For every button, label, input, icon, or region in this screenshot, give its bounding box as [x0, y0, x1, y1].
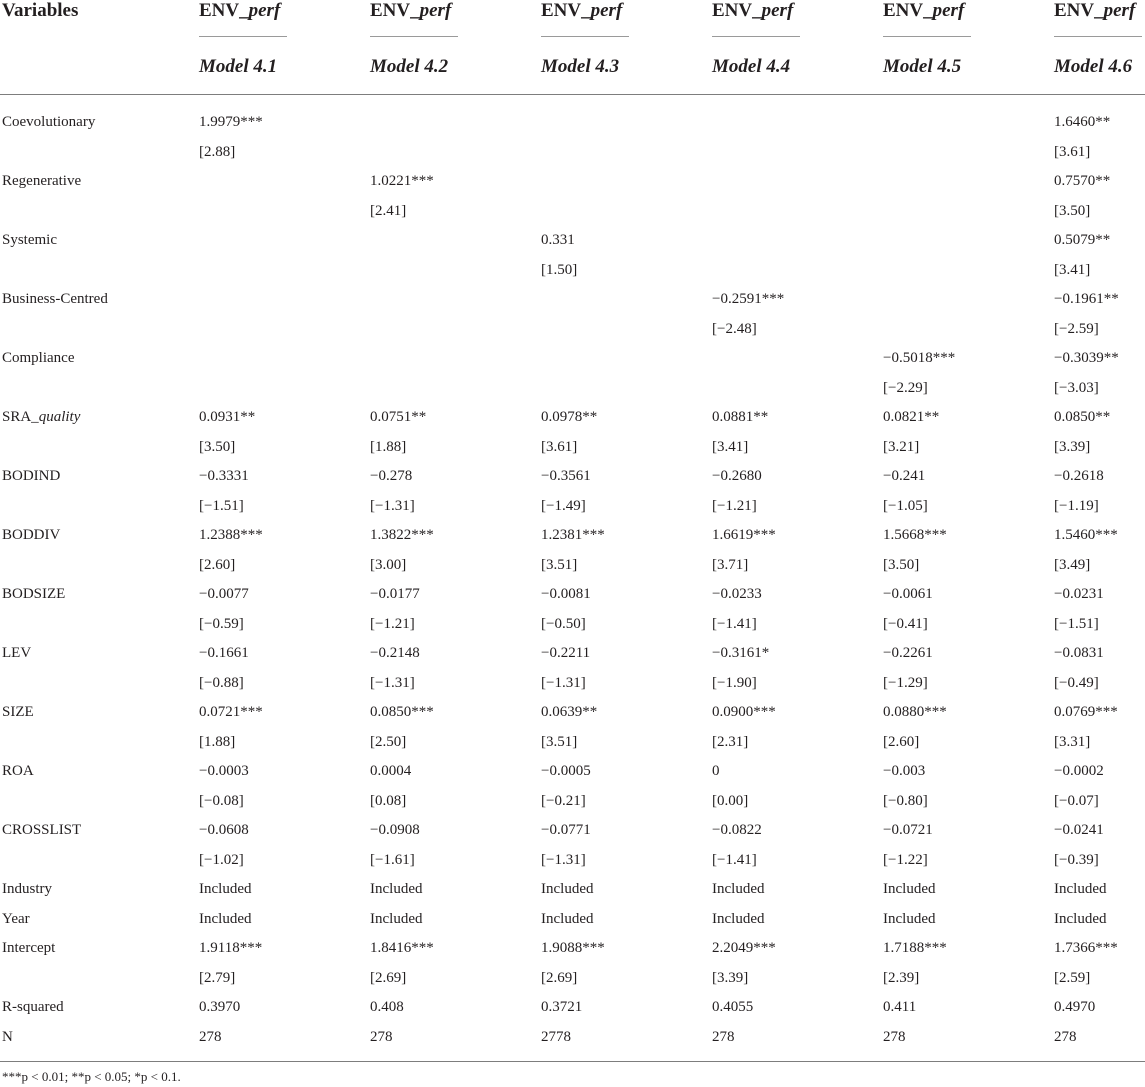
row-label-text: ROA: [2, 763, 34, 779]
table-cell: 0.4055: [712, 999, 754, 1015]
table-row: [0, 462, 1145, 492]
row-label-text: Systemic: [2, 232, 57, 248]
table-cell: [−1.41]: [712, 851, 757, 868]
table-cell: −0.2148: [370, 645, 420, 661]
table-row: [0, 492, 1145, 522]
row-label-text: SRA_: [2, 409, 39, 425]
table-row: [0, 374, 1145, 404]
table-cell: −0.5018***: [883, 350, 956, 366]
model-column-header: [712, 0, 862, 77]
dependent-variable-label: [883, 0, 1033, 22]
row-label-text: Industry: [2, 881, 52, 897]
table-row: [0, 197, 1145, 227]
table-cell: 0.7570**: [1054, 173, 1111, 189]
dependent-suffix: perf: [932, 0, 965, 21]
table-cell: [−2.48]: [712, 320, 757, 337]
table-cell: −0.003: [883, 763, 926, 779]
table-row: [0, 167, 1145, 197]
table-row: [0, 934, 1145, 964]
table-cell: [−1.19]: [1054, 497, 1099, 514]
row-label: [2, 462, 60, 492]
table-body: [0, 108, 1145, 1052]
table-cell: [3.41]: [712, 438, 749, 455]
table-cell: [3.41]: [1054, 261, 1091, 278]
table-cell: [3.50]: [883, 556, 920, 573]
row-label: [2, 1023, 13, 1053]
table-cell: [2.69]: [370, 969, 407, 986]
table-cell: [−2.59]: [1054, 320, 1099, 337]
model-underline: [199, 36, 287, 37]
table-cell: Included: [1054, 881, 1107, 897]
table-cell: [1.88]: [199, 733, 236, 750]
table-cell: Included: [883, 910, 936, 927]
table-cell: [−1.61]: [370, 851, 415, 868]
table-cell: [−1.41]: [712, 615, 757, 632]
model-underline: [712, 36, 800, 37]
table-row: [0, 905, 1145, 935]
table-row: [0, 285, 1145, 315]
dependent-suffix: perf: [248, 0, 281, 21]
table-cell: [−0.08]: [199, 792, 244, 809]
table-row: [0, 964, 1145, 994]
model-label: Model 4.2: [370, 56, 449, 77]
row-label: [2, 580, 65, 610]
dependent-variable-label: [370, 0, 520, 22]
table-cell: [2.79]: [199, 969, 236, 986]
table-row: [0, 315, 1145, 345]
model-column-header: [1054, 0, 1145, 77]
table-cell: 1.5460***: [1054, 527, 1118, 543]
table-cell: [3.50]: [199, 438, 236, 455]
table-cell: −0.0081: [541, 586, 591, 602]
row-label: [2, 108, 95, 138]
row-label-text: N: [2, 1028, 13, 1045]
dependent-variable-label: [199, 0, 349, 22]
table-cell: Included: [370, 910, 423, 927]
table-cell: 1.5668***: [883, 527, 947, 543]
row-label-text: SIZE: [2, 704, 34, 720]
table-cell: 2778: [541, 1028, 571, 1045]
table-cell: [−0.41]: [883, 615, 928, 632]
table-row: [0, 816, 1145, 846]
table-cell: [−0.39]: [1054, 851, 1099, 868]
table-cell: −0.0002: [1054, 763, 1104, 779]
row-label-text: Compliance: [2, 350, 75, 366]
table-cell: [3.61]: [1054, 143, 1091, 160]
table-cell: [−0.80]: [883, 792, 928, 809]
table-cell: −0.3561: [541, 468, 591, 484]
table-cell: −0.2680: [712, 468, 762, 484]
table-cell: −0.3039**: [1054, 350, 1119, 366]
table-cell: 1.9979***: [199, 114, 263, 130]
row-label-text: Year: [2, 910, 30, 927]
table-row: [0, 846, 1145, 876]
row-label-text: Coevolutionary: [2, 114, 96, 130]
model-underline: [370, 36, 458, 37]
table-cell: −0.3331: [199, 468, 249, 484]
table-cell: [−3.03]: [1054, 379, 1099, 396]
table-cell: 0.0004: [370, 763, 412, 779]
table-cell: [−1.31]: [370, 674, 415, 691]
table-cell: [−1.31]: [541, 851, 586, 868]
dependent-variable-label: [1054, 0, 1145, 22]
table-cell: 1.8416***: [370, 940, 434, 956]
table-cell: Included: [541, 910, 594, 927]
table-cell: 0.331: [541, 232, 575, 248]
table-cell: [1.50]: [541, 261, 578, 278]
table-cell: 1.9088***: [541, 940, 605, 956]
table-cell: 0.0881**: [712, 409, 769, 425]
table-cell: −0.0005: [541, 763, 591, 779]
table-cell: 0.3970: [199, 999, 241, 1015]
row-label: [2, 344, 74, 374]
model-column-header: [541, 0, 691, 77]
table-cell: −0.0231: [1054, 586, 1104, 602]
table-row: [0, 580, 1145, 610]
row-label-italic: quality: [38, 409, 81, 425]
dependent-prefix: ENV_: [370, 0, 420, 21]
row-label: [2, 639, 31, 669]
model-label: Model 4.6: [1054, 56, 1133, 77]
header-rule: [0, 94, 1145, 95]
table-row: [0, 403, 1145, 433]
table-cell: [−0.88]: [199, 674, 244, 691]
table-cell: [−1.05]: [883, 497, 928, 514]
table-cell: Included: [199, 910, 252, 927]
row-label: [2, 993, 64, 1023]
table-cell: −0.0908: [370, 822, 420, 838]
table-row: [0, 344, 1145, 374]
row-label-text: CROSSLIST: [2, 822, 82, 838]
table-cell: [3.00]: [370, 556, 407, 573]
table-cell: Included: [1054, 910, 1107, 927]
table-cell: 0.0769***: [1054, 704, 1118, 720]
model-label: Model 4.1: [199, 56, 278, 77]
table-cell: 0.3721: [541, 999, 583, 1015]
table-cell: −0.0177: [370, 586, 420, 602]
table-cell: 0.0821**: [883, 409, 940, 425]
table-row: [0, 610, 1145, 640]
table-row: [0, 521, 1145, 551]
table-cell: [−1.21]: [712, 497, 757, 514]
table-cell: 0.0751**: [370, 409, 427, 425]
table-cell: [3.51]: [541, 556, 578, 573]
table-cell: [−0.50]: [541, 615, 586, 632]
table-row: [0, 226, 1145, 256]
table-cell: 278: [199, 1028, 222, 1045]
table-cell: −0.0233: [712, 586, 762, 602]
table-cell: 1.6619***: [712, 527, 776, 543]
model-label: Model 4.5: [883, 56, 962, 77]
table-cell: −0.2618: [1054, 468, 1104, 484]
row-label: [2, 905, 30, 935]
table-cell: −0.2591***: [712, 291, 785, 307]
table-cell: 0.0880***: [883, 704, 947, 720]
table-cell: −0.0241: [1054, 822, 1104, 838]
table-cell: 1.9118***: [199, 940, 263, 956]
table-cell: 278: [1054, 1028, 1077, 1045]
row-label-text: Business-Centred: [2, 291, 108, 307]
table-cell: 1.2381***: [541, 527, 605, 543]
table-cell: −0.0003: [199, 763, 249, 779]
row-label-text: BODDIV: [2, 527, 61, 543]
dependent-prefix: ENV_: [712, 0, 762, 21]
table-cell: 1.3822***: [370, 527, 434, 543]
dependent-suffix: perf: [590, 0, 623, 21]
table-cell: [3.31]: [1054, 733, 1091, 750]
table-cell: −0.0822: [712, 822, 762, 838]
table-cell: [−2.29]: [883, 379, 928, 396]
table-cell: Included: [541, 881, 594, 897]
table-cell: Included: [199, 881, 252, 897]
table-cell: −0.0608: [199, 822, 249, 838]
table-cell: [−1.51]: [199, 497, 244, 514]
table-cell: [2.59]: [1054, 969, 1091, 986]
table-row: [0, 993, 1145, 1023]
table-cell: 0.411: [883, 999, 917, 1015]
dependent-prefix: ENV_: [1054, 0, 1104, 21]
dependent-suffix: perf: [419, 0, 452, 21]
row-label-text: BODSIZE: [2, 586, 66, 602]
model-label: Model 4.3: [541, 56, 620, 77]
table-cell: Included: [883, 881, 936, 897]
table-cell: [3.71]: [712, 556, 749, 573]
table-cell: [2.39]: [883, 969, 920, 986]
dependent-suffix: perf: [761, 0, 794, 21]
table-cell: 0.5079**: [1054, 232, 1111, 248]
table-cell: −0.1661: [199, 645, 249, 661]
table-cell: [0.00]: [712, 792, 749, 809]
table-cell: [−1.51]: [1054, 615, 1099, 632]
table-header: [0, 0, 1145, 95]
table-cell: [−0.59]: [199, 615, 244, 632]
dependent-variable-label: [712, 0, 862, 22]
table-cell: [3.39]: [1054, 438, 1091, 455]
variables-header: Variables: [2, 0, 79, 21]
table-cell: [3.61]: [541, 438, 578, 455]
table-cell: −0.0061: [883, 586, 933, 602]
table-cell: 0: [712, 763, 720, 779]
row-label: [2, 167, 81, 197]
table-cell: Included: [370, 881, 423, 897]
table-cell: [3.50]: [1054, 202, 1091, 219]
table-row: [0, 108, 1145, 138]
table-cell: [3.39]: [712, 969, 749, 986]
table-cell: [3.21]: [883, 438, 920, 455]
table-cell: [2.60]: [883, 733, 920, 750]
row-label: [2, 285, 108, 315]
table-cell: −0.0077: [199, 586, 249, 602]
table-cell: −0.278: [370, 468, 413, 484]
dependent-suffix: perf: [1103, 0, 1136, 21]
row-label-text: R-squared: [2, 999, 64, 1015]
table-cell: [2.50]: [370, 733, 407, 750]
table-cell: [−1.31]: [541, 674, 586, 691]
dependent-prefix: ENV_: [199, 0, 249, 21]
table-cell: 1.0221***: [370, 173, 434, 189]
table-row: [0, 669, 1145, 699]
table-row: [0, 1023, 1145, 1053]
table-row: [0, 698, 1145, 728]
table-cell: [−1.31]: [370, 497, 415, 514]
table-cell: 278: [712, 1028, 735, 1045]
table-cell: 0.0850**: [1054, 409, 1111, 425]
table-cell: 0.4970: [1054, 999, 1096, 1015]
model-column-header: [199, 0, 349, 77]
table-cell: −0.0831: [1054, 645, 1104, 661]
table-cell: −0.241: [883, 468, 926, 484]
table-cell: [−1.22]: [883, 851, 928, 868]
table-cell: 0.0721***: [199, 704, 263, 720]
table-row: [0, 728, 1145, 758]
table-cell: [1.88]: [370, 438, 407, 455]
table-cell: [−0.49]: [1054, 674, 1099, 691]
table-cell: 278: [883, 1028, 906, 1045]
row-label: [2, 757, 34, 787]
row-label-text: Regenerative: [2, 173, 82, 189]
table-cell: [2.60]: [199, 556, 236, 573]
table-cell: 1.7366***: [1054, 940, 1118, 956]
table-cell: [−1.90]: [712, 674, 757, 691]
table-cell: [2.31]: [712, 733, 749, 750]
table-row: [0, 256, 1145, 286]
table-cell: −0.1961**: [1054, 291, 1119, 307]
model-column-header: [370, 0, 520, 77]
table-cell: 0.0850***: [370, 704, 434, 720]
table-cell: −0.2211: [541, 645, 591, 661]
dependent-prefix: ENV_: [883, 0, 933, 21]
table-cell: [2.88]: [199, 143, 236, 160]
table-row: [0, 787, 1145, 817]
table-cell: [3.49]: [1054, 556, 1091, 573]
significance-footnote: ***p < 0.01; **p < 0.05; *p < 0.1.: [2, 1069, 181, 1084]
row-label-text: Intercept: [2, 940, 56, 956]
table-cell: −0.2261: [883, 645, 933, 661]
row-label-text: BODIND: [2, 468, 61, 484]
row-label: [2, 226, 57, 256]
row-label: [2, 521, 60, 551]
table-cell: [−1.21]: [370, 615, 415, 632]
table-cell: −0.0721: [883, 822, 933, 838]
model-underline: [883, 36, 971, 37]
table-cell: 0.0978**: [541, 409, 598, 425]
table-cell: −0.3161*: [712, 645, 770, 661]
table-cell: [0.08]: [370, 792, 407, 809]
table-cell: [−0.21]: [541, 792, 586, 809]
table-cell: [2.41]: [370, 202, 407, 219]
table-cell: 1.2388***: [199, 527, 263, 543]
table-cell: Included: [712, 910, 765, 927]
row-label: [2, 816, 81, 846]
table-cell: [−0.07]: [1054, 792, 1099, 809]
row-label: [2, 875, 52, 905]
table-cell: [−1.02]: [199, 851, 244, 868]
table-cell: 1.6460**: [1054, 114, 1111, 130]
table-row: [0, 138, 1145, 168]
model-underline: [1054, 36, 1142, 37]
table-cell: [−1.29]: [883, 674, 928, 691]
table-row: [0, 639, 1145, 669]
dependent-variable-label: [541, 0, 691, 22]
table-cell: 0.0931**: [199, 409, 256, 425]
table-cell: 2.2049***: [712, 940, 776, 956]
table-cell: 1.7188***: [883, 940, 947, 956]
bottom-rule: [0, 1061, 1145, 1062]
table-cell: [−1.49]: [541, 497, 586, 514]
table-cell: [2.69]: [541, 969, 578, 986]
row-label: [2, 934, 55, 964]
row-label: [2, 403, 80, 433]
table-cell: [3.51]: [541, 733, 578, 750]
table-row: [0, 433, 1145, 463]
row-label-text: LEV: [2, 645, 32, 661]
table-cell: 278: [370, 1028, 393, 1045]
table-cell: Included: [712, 881, 765, 897]
table-cell: 0.408: [370, 999, 404, 1015]
table-cell: 0.0900***: [712, 704, 776, 720]
table-row: [0, 757, 1145, 787]
model-label: Model 4.4: [712, 56, 791, 77]
table-row: [0, 551, 1145, 581]
table-cell: 0.0639**: [541, 704, 598, 720]
model-column-header: [883, 0, 1033, 77]
table-row: [0, 875, 1145, 905]
row-label: [2, 698, 34, 728]
model-underline: [541, 36, 629, 37]
table-cell: −0.0771: [541, 822, 591, 838]
dependent-prefix: ENV_: [541, 0, 591, 21]
